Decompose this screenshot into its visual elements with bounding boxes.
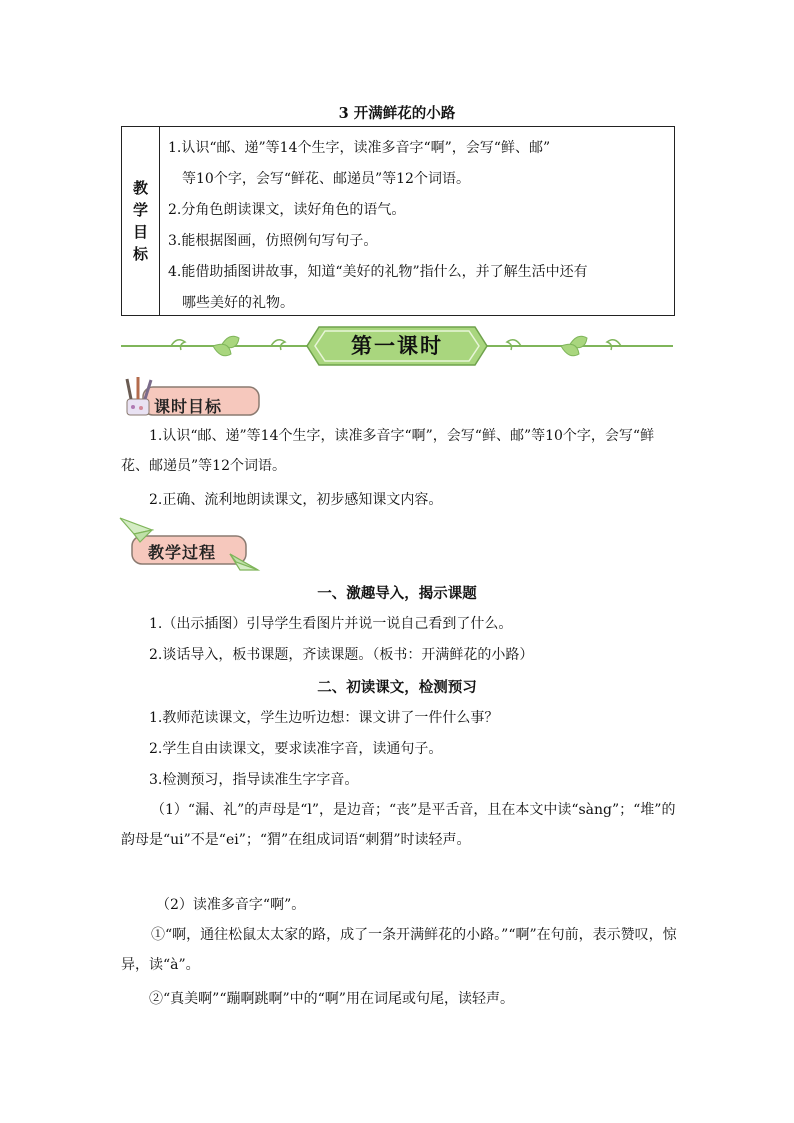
goal-line: 2.分角色朗读课文，读好角色的语气。 [168, 202, 406, 218]
teaching-goals-table [121, 126, 675, 316]
banner-title: 第一课时 [351, 334, 443, 358]
goals-body [160, 127, 674, 315]
section-heading: 一、激趣导入，揭示课题 [317, 585, 477, 602]
brush-icon [127, 379, 131, 399]
process-item: 2.谈话导入，板书课题，齐读课题。（板书：开满鲜花的小路） [149, 647, 534, 663]
lesson-goal-item: 1.认识“邮、递”等14个生字，读准多音字“啊”，会写“鲜、邮”等10个字，会写“鲜花、邮递员”等12个词语。 [121, 428, 655, 474]
page-title: 3 开满鲜花的小路 [338, 105, 456, 122]
process-item: 1.（出示插图）引导学生看图片并说一说自己看到了什么。 [149, 616, 513, 632]
process-item: 1.教师范读课文，学生边听边想：课文讲了一件什么事？ [149, 710, 499, 726]
process-item: 2.学生自由读课文，要求读准字音，读通句子。 [149, 741, 443, 757]
pronunciation-note: （2）读准多音字“啊”。 [156, 897, 306, 913]
process-item: 3.检测预习，指导读准生字字音。 [149, 772, 359, 788]
goal-line: 4.能借助插图讲故事，知道“美好的礼物”指什么，并了解生活中还有 [168, 264, 588, 280]
lesson-goals-tag-label: 课时目标 [154, 397, 223, 416]
goal-line: 1.认识“邮、递”等14个生字，读准多音字“啊”，会写“鲜、邮” [168, 140, 551, 156]
goals-header-char: 学 [132, 201, 148, 219]
pencil-cup-icon [127, 399, 149, 415]
pronunciation-note: （1）“漏、礼”的声母是“l”，是边音；“丧”是平舌音，且在本文中读“sàng”；“堆”的韵母是“ui”不是“ei”；“猬”在组成词语“刺猬”时读轻声。 [121, 802, 676, 848]
teaching-process-tag-label: 教学过程 [148, 543, 217, 562]
example-note: ①“啊，通往松鼠太太家的路，成了一条开满鲜花的小路。”“啊”在句前，表示赞叹，惊异，读“à”。 [121, 927, 677, 973]
goal-line: 等10个字，会写“鲜花、邮递员”等12个词语。 [182, 171, 470, 187]
goals-header [122, 127, 160, 315]
goals-header-char: 目 [132, 223, 148, 241]
goal-line: 3.能根据图画，仿照例句写句子。 [168, 233, 378, 249]
lesson-goal-item: 2.正确、流利地朗读课文，初步感知课文内容。 [149, 492, 443, 508]
section-heading: 二、初读课文，检测预习 [317, 679, 477, 696]
goals-header-char: 教 [132, 179, 148, 197]
goals-header-char: 标 [132, 245, 148, 263]
example-note: ②“真美啊”“蹦啊跳啊”中的“啊”用在词尾或句尾，读轻声。 [149, 991, 514, 1007]
goal-line: 哪些美好的礼物。 [182, 295, 294, 311]
